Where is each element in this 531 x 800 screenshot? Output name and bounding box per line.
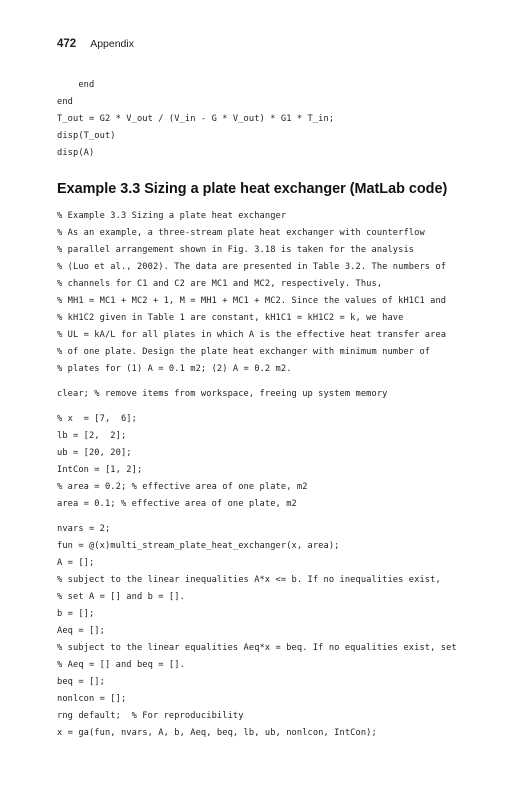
code-line: clear; % remove items from workspace, freeing up system memory (57, 389, 388, 399)
code-line: % parallel arrangement shown in Fig. 3.18 is taken for the analysis (57, 245, 415, 255)
code-line: beq = []; (57, 677, 105, 687)
blank-line (57, 513, 457, 521)
code-line: fun = @(x)multi_stream_plate_heat_exchanger(x, area); (57, 541, 340, 551)
code-line: % kH1C2 given in Table 1 are constant, kH1C1 = kH1C2 = k, we have (57, 313, 404, 323)
code-line: % UL = kA/L for all plates in which A is the effective heat transfer area (57, 330, 447, 340)
code-line: % of one plate. Design the plate heat exchanger with minimum number of (57, 347, 431, 357)
code-line: % Example 3.3 Sizing a plate heat exchanger (57, 211, 287, 221)
code-block-main (57, 208, 457, 742)
code-line: % plates for (1) A = 0.1 m2; (2) A = 0.2 m2. (57, 364, 292, 374)
code-line: nvars = 2; (57, 524, 111, 534)
section-heading: Example 3.3 Sizing a plate heat exchanger (MatLab code) (57, 181, 448, 197)
code-line: % subject to the linear equalities Aeq*x = beq. If no equalities exist, set (57, 643, 457, 653)
code-line: disp(A) (57, 148, 95, 158)
running-head: Appendix (90, 38, 134, 50)
code-line: area = 0.1; % effective area of one plate, m2 (57, 499, 297, 509)
code-line: % (Luo et al., 2002). The data are presented in Table 3.2. The numbers of (57, 262, 447, 272)
page-number: 472 (57, 38, 77, 50)
code-line: lb = [2, 2]; (57, 431, 127, 441)
code-line: % MH1 = MC1 + MC2 + 1, M = MH1 + MC1 + MC2. Since the values of kH1C1 and (57, 296, 447, 306)
code-line: T_out = G2 * V_out / (V_in - G * V_out) * G1 * T_in; (57, 114, 335, 124)
code-line: A = []; (57, 558, 95, 568)
code-line: % Aeq = [] and beq = []. (57, 660, 185, 670)
code-line: x = ga(fun, nvars, A, b, Aeq, beq, lb, ub, nonlcon, IntCon); (57, 728, 377, 738)
code-line: % x = [7, 6]; (57, 414, 137, 424)
code-line: % As an example, a three-stream plate heat exchanger with counterflow (57, 228, 425, 238)
code-line: end (57, 80, 95, 90)
code-line: Aeq = []; (57, 626, 105, 636)
code-line: rng default; % For reproducibility (57, 711, 244, 721)
code-line: disp(T_out) (57, 131, 116, 141)
code-line: ub = [20, 20]; (57, 448, 132, 458)
code-line: % channels for C1 and C2 are MC1 and MC2, respectively. Thus, (57, 279, 383, 289)
page-header (57, 38, 134, 54)
code-line: IntCon = [1, 2]; (57, 465, 143, 475)
code-line: b = []; (57, 609, 95, 619)
code-block-top (57, 77, 334, 162)
blank-line (57, 378, 457, 386)
code-line: % set A = [] and b = []. (57, 592, 185, 602)
code-line: % subject to the linear inequalities A*x <= b. If no inequalities exist, (57, 575, 441, 585)
code-line: nonlcon = []; (57, 694, 127, 704)
code-line: % area = 0.2; % effective area of one plate, m2 (57, 482, 308, 492)
code-line: end (57, 97, 73, 107)
blank-line (57, 403, 457, 411)
